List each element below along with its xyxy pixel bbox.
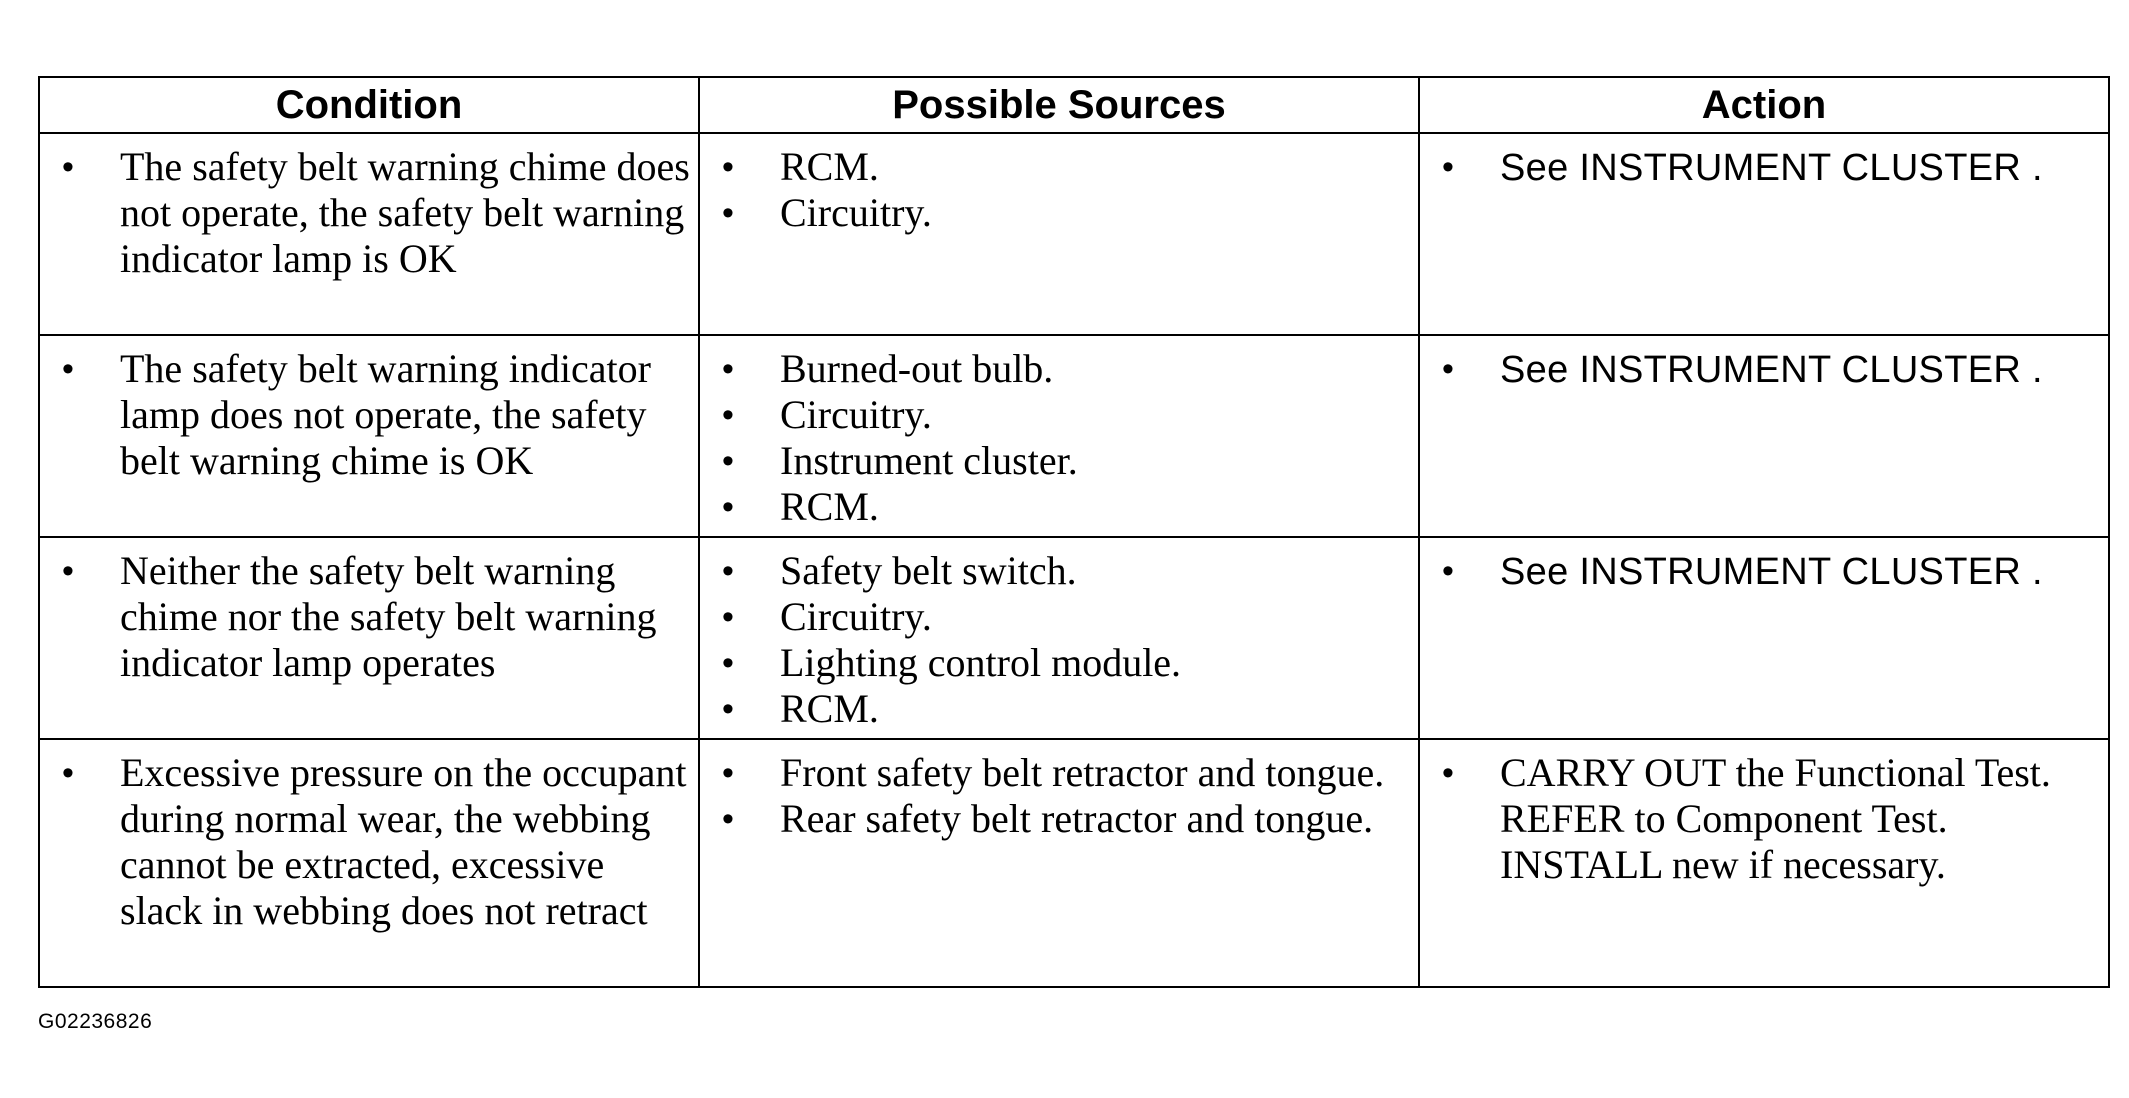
bullet-icon: • xyxy=(62,753,74,792)
action-text: See INSTRUMENT CLUSTER . xyxy=(1500,147,2043,189)
list-item xyxy=(1434,144,2100,191)
source-text: RCM. xyxy=(780,144,879,189)
condition-cell xyxy=(39,133,699,335)
condition-cell xyxy=(39,739,699,987)
list-item xyxy=(54,750,690,934)
list-item xyxy=(714,594,1410,640)
list-item xyxy=(1434,346,2100,393)
action-cell xyxy=(1419,335,2109,537)
list-item xyxy=(714,190,1410,236)
source-text: Burned-out bulb. xyxy=(780,345,1054,391)
bullet-icon: • xyxy=(722,349,734,388)
source-text: Safety belt switch. xyxy=(780,547,1077,593)
bullet-icon: • xyxy=(722,487,734,526)
table-header-row xyxy=(39,77,2109,133)
action-text: See INSTRUMENT CLUSTER . xyxy=(1500,550,2043,593)
source-text: Lighting control module. xyxy=(780,639,1182,685)
condition-text: The safety belt warning chime does not operate, the safety belt warning indicator lamp is OK xyxy=(120,144,690,281)
action-cell xyxy=(1419,537,2109,739)
source-text: Circuitry. xyxy=(780,391,932,437)
list-item xyxy=(714,640,1410,686)
bullet-icon: • xyxy=(1442,148,1454,186)
bullet-icon: • xyxy=(722,689,734,728)
bullet-icon: • xyxy=(722,597,734,636)
bullet-icon: • xyxy=(722,551,734,590)
table-row xyxy=(39,335,2109,537)
condition-text: Excessive pressure on the occupant during normal wear, the webbing cannot be extracted, excessive slack in webbing does not retract xyxy=(120,749,687,933)
condition-cell xyxy=(39,537,699,739)
figure-id: G02236826 xyxy=(38,1010,153,1033)
bullet-icon: • xyxy=(722,799,734,838)
action-cell xyxy=(1419,133,2109,335)
list-item xyxy=(54,548,690,686)
list-item xyxy=(714,796,1410,842)
bullet-icon: • xyxy=(722,753,734,792)
header-possible-sources: Possible Sources xyxy=(699,77,1419,133)
list-item xyxy=(714,750,1410,796)
list-item xyxy=(714,438,1410,484)
diagnosis-table xyxy=(38,76,2110,988)
bullet-icon: • xyxy=(1442,551,1454,590)
source-text: Rear safety belt retractor and tongue. xyxy=(780,795,1374,841)
action-cell xyxy=(1419,739,2109,987)
list-item xyxy=(714,484,1410,530)
table-row xyxy=(39,133,2109,335)
sources-cell xyxy=(699,335,1419,537)
list-item xyxy=(714,686,1410,732)
sources-cell xyxy=(699,133,1419,335)
condition-cell xyxy=(39,335,699,537)
action-text: CARRY OUT the Functional Test. REFER to Component Test. xyxy=(1500,749,2051,841)
bullet-icon: • xyxy=(62,148,74,186)
bullet-icon: • xyxy=(62,551,74,590)
source-text: Circuitry. xyxy=(780,190,932,235)
table-row xyxy=(39,739,2109,987)
bullet-icon: • xyxy=(722,395,734,434)
condition-text: The safety belt warning indicator lamp does not operate, the safety belt warning chime is OK xyxy=(120,345,651,483)
bullet-icon: • xyxy=(722,148,734,186)
bullet-icon: • xyxy=(1442,349,1454,388)
condition-text: Neither the safety belt warning chime nor the safety belt warning indicator lamp operates xyxy=(120,547,657,685)
source-text: RCM. xyxy=(780,483,879,529)
source-text: Circuitry. xyxy=(780,593,932,639)
table-row xyxy=(39,537,2109,739)
list-item xyxy=(714,392,1410,438)
header-action: Action xyxy=(1419,77,2109,133)
list-item xyxy=(54,144,690,282)
header-condition: Condition xyxy=(39,77,699,133)
source-text: RCM. xyxy=(780,685,879,731)
source-text: Instrument cluster. xyxy=(780,437,1078,483)
bullet-icon: • xyxy=(62,349,74,388)
sources-cell xyxy=(699,537,1419,739)
list-item xyxy=(714,346,1410,392)
bullet-icon: • xyxy=(1442,753,1454,792)
list-item xyxy=(54,346,690,484)
list-item xyxy=(714,548,1410,594)
bullet-icon: • xyxy=(722,194,734,232)
list-item xyxy=(714,144,1410,190)
action-text: INSTALL new if necessary. xyxy=(1500,841,1946,887)
list-item xyxy=(1434,750,2100,888)
action-text: See INSTRUMENT CLUSTER . xyxy=(1500,348,2043,391)
source-text: Front safety belt retractor and tongue. xyxy=(780,749,1385,795)
bullet-icon: • xyxy=(722,643,734,682)
list-item xyxy=(1434,548,2100,595)
bullet-icon: • xyxy=(722,441,734,480)
sources-cell xyxy=(699,739,1419,987)
